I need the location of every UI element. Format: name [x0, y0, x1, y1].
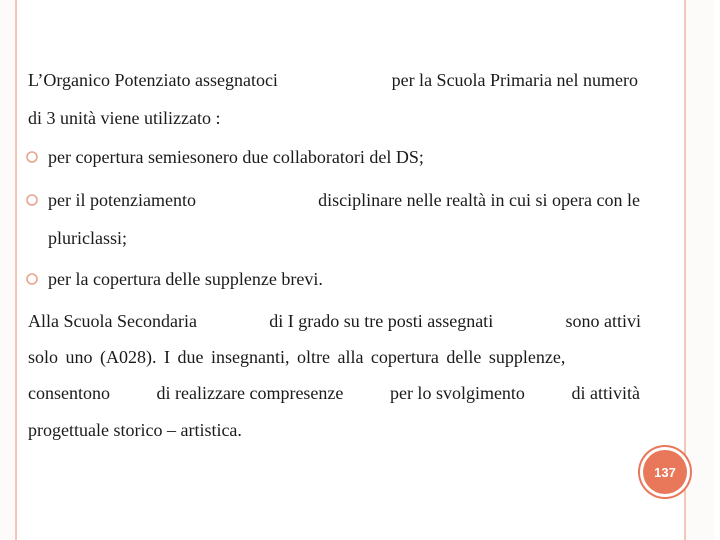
paragraph2-line3-part3: per lo svolgimento — [389, 383, 525, 403]
paragraph2-line3 — [28, 383, 640, 403]
paragraph2-line1-part3: sono attivi — [565, 311, 641, 331]
bullet-circle-icon — [25, 150, 39, 164]
paragraph2-line1-part2: di I grado su tre posti assegnati — [269, 311, 494, 331]
paragraph2-line4: progettuale storico – artistica. — [28, 420, 242, 440]
paragraph1-line2: di 3 unità viene utilizzato : — [28, 108, 221, 128]
page-number: 137 — [654, 464, 676, 480]
paragraph2-line2: solo uno (A028). I due insegnanti, oltre alla copertura delle supplenze, — [28, 347, 566, 367]
paragraph2-line1-part1: Alla Scuola Secondaria — [28, 311, 197, 331]
bullet-item-3: per la copertura delle supplenze brevi. — [48, 269, 323, 289]
bullet-item-2-line1 — [48, 190, 640, 210]
paragraph2-line3-part2: di realizzare compresenze — [156, 383, 344, 403]
bullet-circle-icon — [25, 272, 39, 286]
paragraph1-line1-part2: per la Scuola Primaria nel numero — [391, 70, 638, 90]
bullet-circle-icon — [25, 193, 39, 207]
bullet-item-2-line2: pluriclassi; — [48, 228, 127, 248]
bullet-item-2-part1: per il potenziamento — [48, 190, 196, 210]
paragraph1-line1 — [28, 70, 638, 90]
paragraph2-line3-part4: di attività — [571, 383, 640, 403]
bullet-item-2-part2: disciplinare nelle realtà in cui si opera con le — [318, 190, 640, 210]
bullet-item-1: per copertura semiesonero due collaboratori del DS; — [48, 147, 424, 167]
paragraph2-line1 — [28, 311, 641, 331]
paragraph2-line3-part1: consentono — [28, 383, 110, 403]
paragraph1-line1-part1: L’Organico Potenziato assegnatoci — [28, 70, 278, 90]
page-number-badge — [643, 450, 687, 494]
